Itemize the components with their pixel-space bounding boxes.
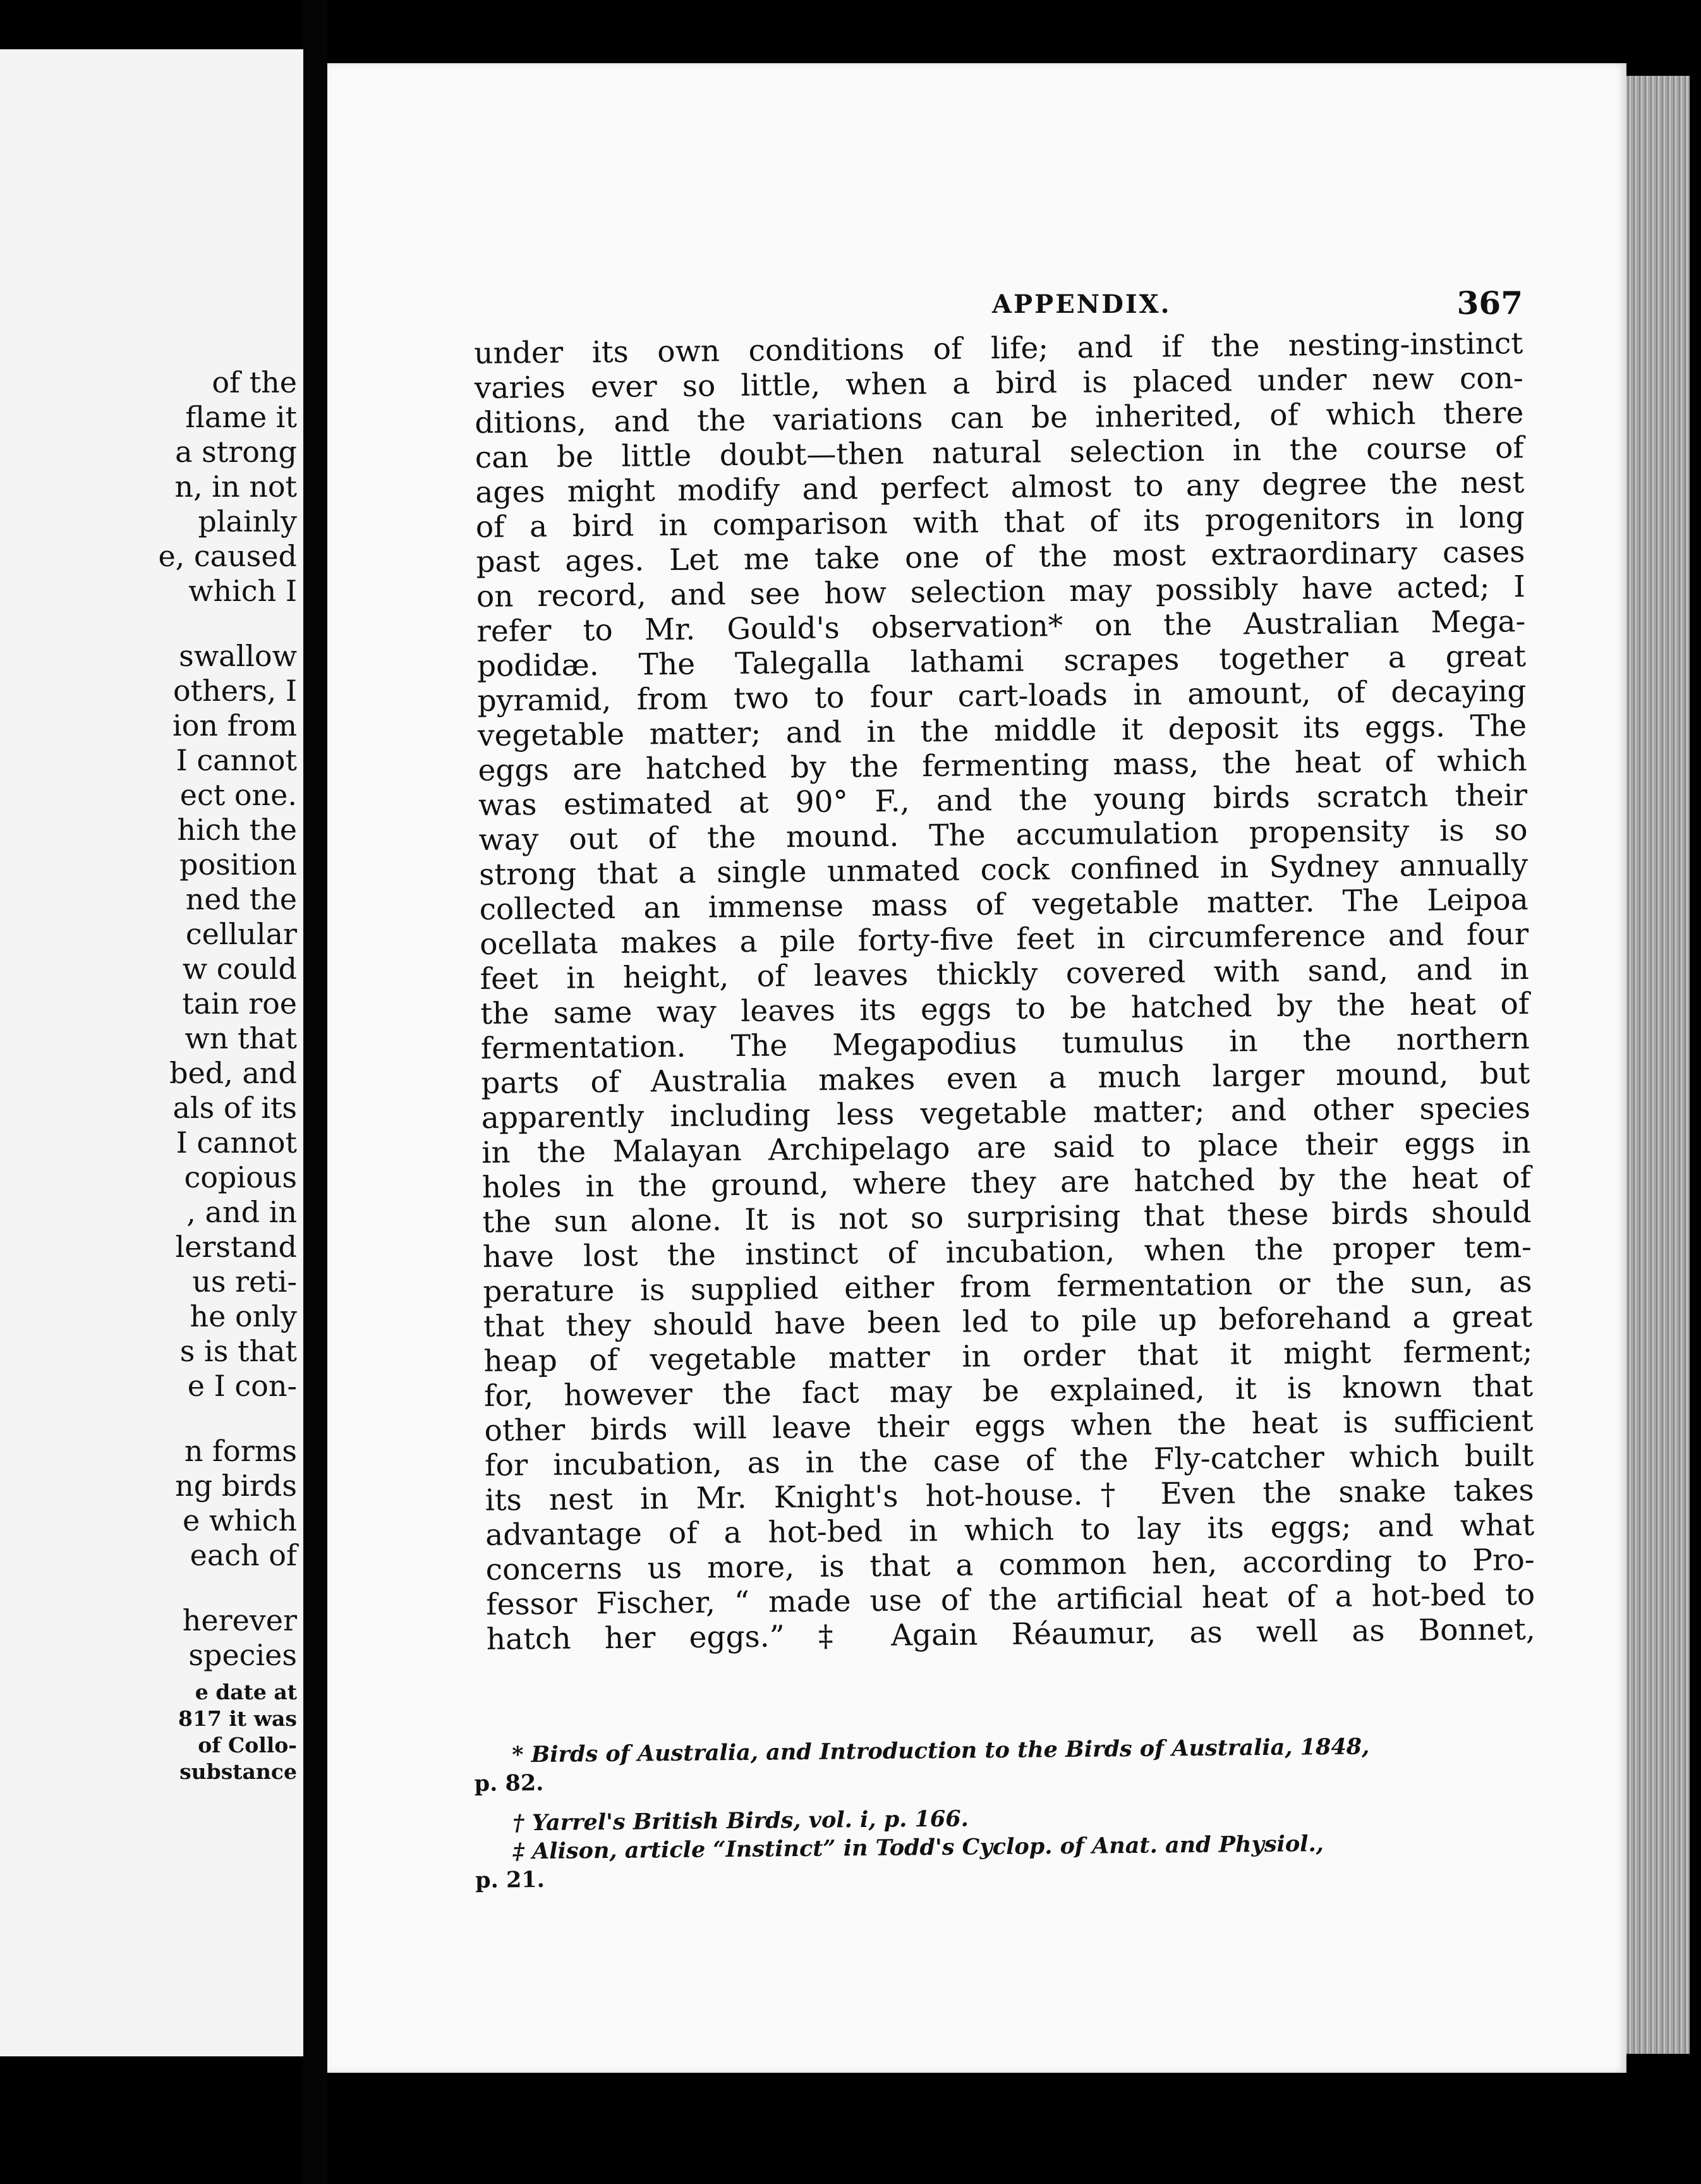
facing-line: I cannot xyxy=(176,743,297,777)
facing-footnote-line: of Collo- xyxy=(198,1733,297,1757)
page-edges xyxy=(1626,76,1690,2054)
facing-footnotes xyxy=(6,1679,297,1785)
facing-line: e which xyxy=(183,1503,297,1538)
facing-line: position xyxy=(179,847,297,882)
facing-line: e, caused xyxy=(158,539,297,573)
facing-line: each of xyxy=(190,1538,297,1572)
footnote-2: † Yarrel's British Birds, vol. i, p. 166. xyxy=(512,1805,969,1836)
running-head: APPENDIX. xyxy=(992,289,1171,319)
text-line: fessor Fischer, “ made use of the artificial heat of a hot-bed to xyxy=(486,1577,1535,1622)
facing-line: ect one. xyxy=(179,778,297,812)
text-line: ages might modify and perfect almost to any degree the nest xyxy=(475,465,1525,510)
text-line: in the Malayan Archipelago are said to place their eggs in xyxy=(481,1125,1531,1170)
text-line: of a bird in comparison with that of its progenitors in long xyxy=(475,500,1525,545)
text-line: fermentation. The Megapodius tumulus in the northern xyxy=(480,1021,1530,1066)
footnote-1: * Birds of Australia, and Introduction to the Birds of Australia, 1848, xyxy=(512,1733,1370,1768)
facing-line: hich the xyxy=(177,813,297,847)
text-line: holes in the ground, where they are hatched by the heat of xyxy=(481,1160,1532,1205)
facing-line: plainly xyxy=(198,504,297,538)
text-line: vegetable matter; and in the middle it deposit its eggs. The xyxy=(477,708,1527,753)
page-number: 367 xyxy=(1456,284,1523,322)
facing-line: copious xyxy=(184,1160,297,1194)
facing-line: I cannot xyxy=(176,1125,297,1160)
text-line: its nest in Mr. Knight's hot-house.† Even the snake takes xyxy=(485,1472,1534,1518)
footnote-3-continuation: p. 21. xyxy=(475,1866,545,1893)
text-line: advantage of a hot-bed in which to lay its eggs; and what xyxy=(485,1507,1535,1553)
body-text xyxy=(474,326,1535,1657)
facing-line: w could xyxy=(182,952,297,986)
facing-line: others, I xyxy=(173,674,297,708)
footnote-1-continuation: p. 82. xyxy=(474,1769,544,1797)
facing-line: swallow xyxy=(179,639,297,673)
text-line: collected an immense mass of vegetable matter. The Leipoa xyxy=(479,882,1528,927)
facing-line: e I con- xyxy=(187,1369,297,1403)
facing-line: , and in xyxy=(186,1195,297,1229)
text-line: for, however the fact may be explained, it is known that xyxy=(483,1368,1534,1414)
text-line: concerns us more, is that a common hen, according to Pro- xyxy=(485,1542,1535,1587)
facing-line: flame it xyxy=(185,400,297,434)
facing-footnote-line: 817 it was xyxy=(178,1706,297,1731)
facing-line: tain roe xyxy=(182,986,297,1021)
text-line: past ages. Let me take one of the most extraordinary cases xyxy=(476,535,1525,579)
text-line: the sun alone. It is not so surprising that these birds should xyxy=(482,1195,1532,1240)
text-line: the same way leaves its eggs to be hatched by the heat of xyxy=(480,986,1530,1031)
facing-page-text xyxy=(6,365,297,1785)
text-line: strong that a single unmated cock confined in Sydney annually xyxy=(478,847,1528,892)
facing-line: cellular xyxy=(185,917,297,951)
text-line: way out of the mound. The accumulation propensity is so xyxy=(478,813,1528,858)
facing-line: ng birds xyxy=(175,1469,297,1503)
facing-line: bed, and xyxy=(169,1056,297,1090)
facing-line: a strong xyxy=(175,435,297,469)
text-line: can be little doubt—then natural selection in the course of xyxy=(475,430,1525,475)
main-page xyxy=(327,63,1626,2073)
facing-line: wn that xyxy=(185,1021,297,1055)
page-header xyxy=(474,284,1523,327)
text-line: for incubation, as in the case of the Fly-catcher which built xyxy=(484,1438,1534,1483)
footnote-3: ‡ Alison, article “Instinct” in Todd's Cyclop. of Anat. and Physiol., xyxy=(512,1831,1324,1865)
facing-line: of the xyxy=(212,365,297,399)
facing-line: n, in not xyxy=(174,470,297,504)
facing-line: species xyxy=(188,1638,297,1672)
facing-line: s is that xyxy=(179,1334,297,1368)
facing-footnote-line: e date at xyxy=(195,1680,297,1704)
text-line: have lost the instinct of incubation, when the proper tem- xyxy=(482,1229,1532,1275)
text-line: that they should have been led to pile up beforehand a great xyxy=(483,1299,1533,1344)
text-line: heap of vegetable matter in order that it might ferment; xyxy=(483,1333,1533,1379)
text-line: perature is supplied either from fermentation or the sun, as xyxy=(483,1264,1532,1309)
facing-page xyxy=(0,49,303,2056)
text-line: podidæ. The Talegalla lathami scrapes together a great xyxy=(476,639,1527,684)
facing-line: he only xyxy=(190,1299,297,1333)
book-gutter xyxy=(303,0,327,2184)
text-line: parts of Australia makes even a much larger mound, but xyxy=(481,1056,1530,1101)
text-line: refer to Mr. Gould's observation* on the Australian Mega- xyxy=(476,604,1526,649)
text-line: on record, and see how selection may possibly have acted; I xyxy=(476,569,1526,614)
footnotes xyxy=(474,1731,1524,1895)
text-line: hatch her eggs.” ‡ Again Réaumur, as well as Bonnet, xyxy=(486,1611,1535,1657)
facing-line: als of its xyxy=(173,1091,297,1125)
text-line: pyramid, from two to four cart-loads in amount, of decaying xyxy=(477,674,1527,719)
facing-footnote-line: substance xyxy=(179,1759,297,1784)
text-line: eggs are hatched by the fermenting mass, the heat of which xyxy=(478,743,1527,788)
facing-line: lerstand xyxy=(175,1230,297,1264)
text-line: ocellata makes a pile forty-five feet in circumference and four xyxy=(479,917,1529,962)
text-line: other birds will leave their eggs when the heat is sufficient xyxy=(484,1403,1534,1448)
text-line: under its own conditions of life; and if the nesting-instinct xyxy=(474,326,1523,371)
text-line: apparently including less vegetable matter; and other species xyxy=(481,1091,1531,1136)
text-line: varies ever so little, when a bird is placed under new con- xyxy=(474,361,1523,406)
text-line: was estimated at 90° F., and the young birds scratch their xyxy=(478,778,1528,823)
facing-line: ned the xyxy=(185,882,297,916)
facing-line: ion from xyxy=(173,708,297,743)
facing-line: herever xyxy=(182,1603,297,1637)
facing-line: us reti- xyxy=(192,1265,297,1299)
facing-line: n forms xyxy=(184,1434,297,1468)
text-line: ditions, and the variations can be inherited, of which there xyxy=(475,396,1524,440)
text-line: feet in height, of leaves thickly covered with sand, and in xyxy=(480,952,1529,997)
facing-line: which I xyxy=(188,574,297,608)
